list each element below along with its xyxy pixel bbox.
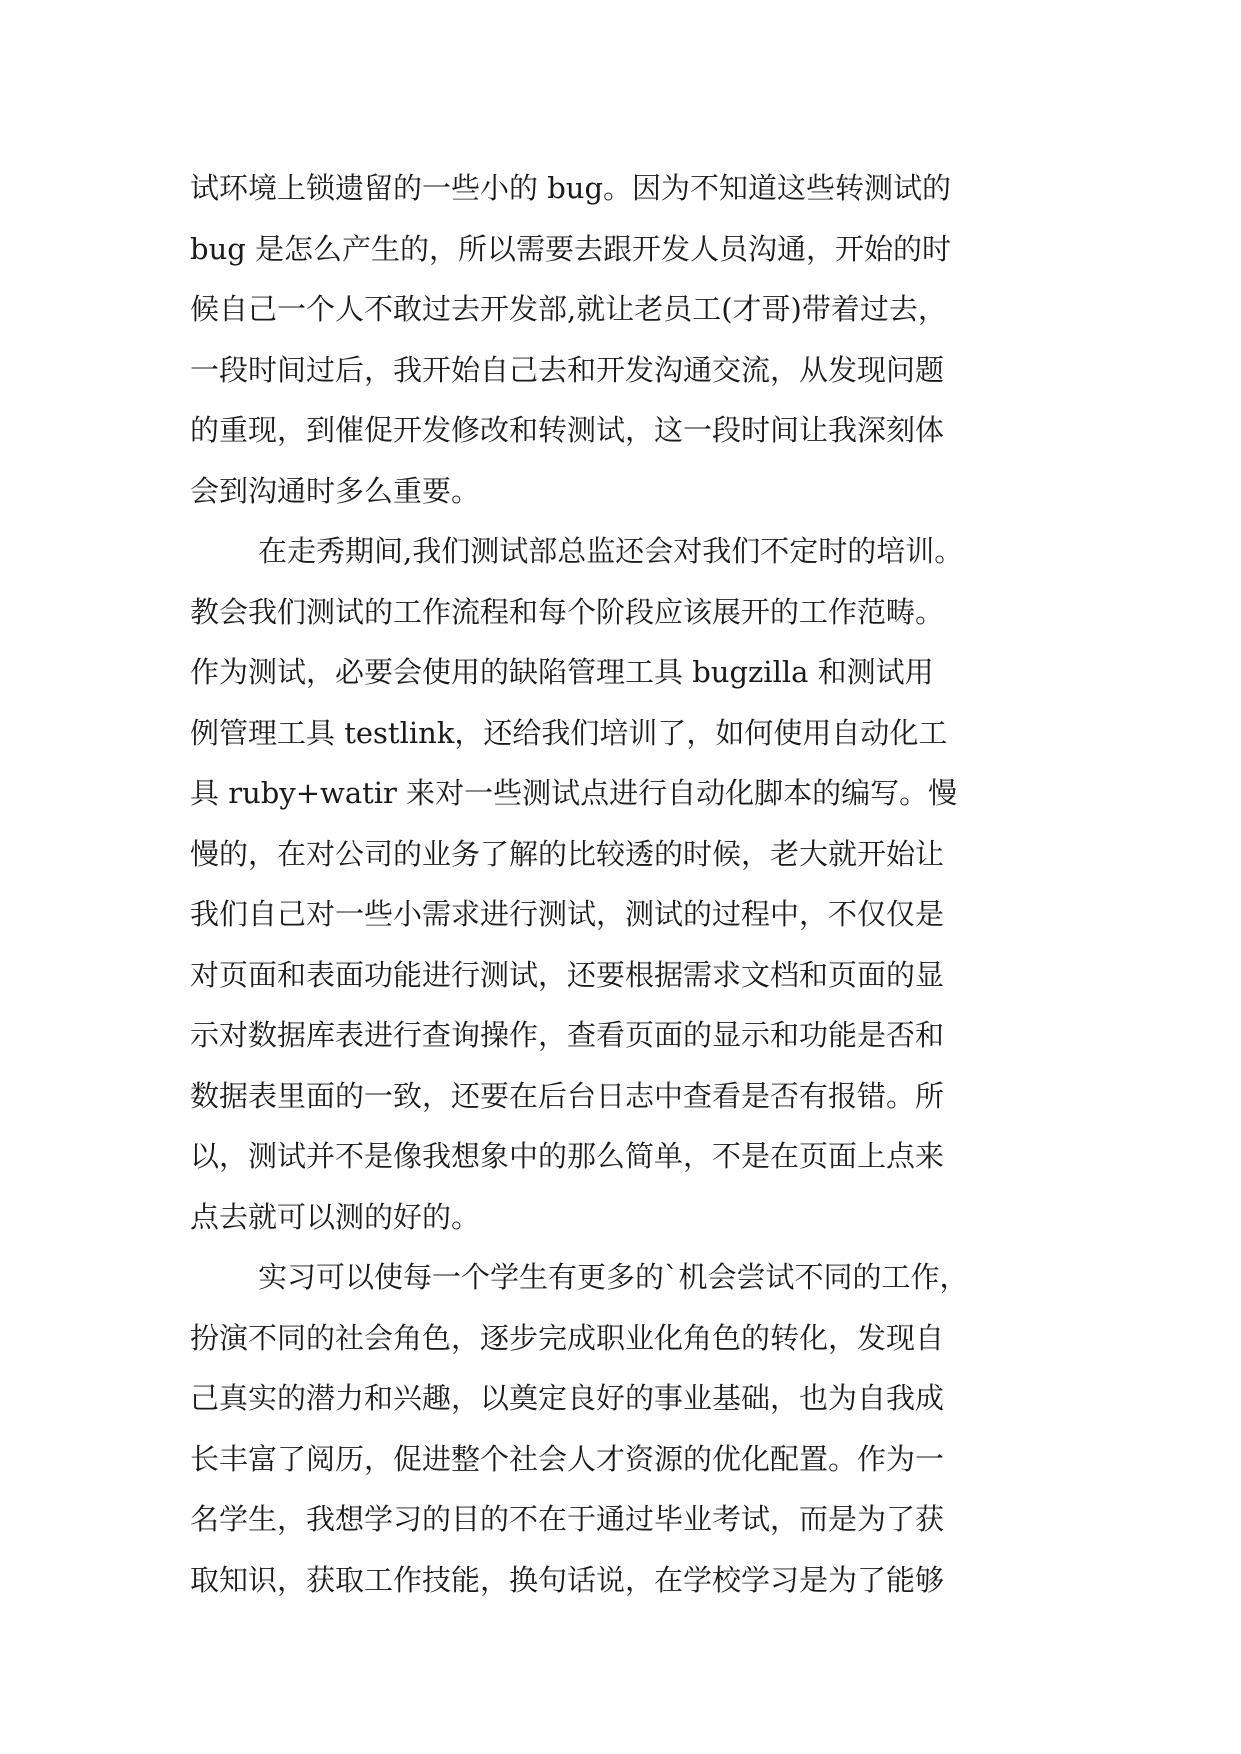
text-line: 一段时间过后，我开始自己去和开发沟通交流，从发现问题	[190, 352, 945, 387]
text-line: 己真实的潜力和兴趣，以奠定良好的事业基础，也为自我成	[190, 1381, 945, 1415]
text-line: 名学生，我想学习的目的不在于通过毕业考试，而是为了获	[190, 1502, 945, 1536]
text-line: 候自己一个人不敢过去开发部,就让老员工(才哥)带着过去，	[190, 292, 947, 326]
text-line: 数据表里面的一致，还要在后台日志中查看是否有报错。所	[190, 1078, 945, 1113]
text-line: 对页面和表面功能进行测试，还要根据需求文档和页面的显	[190, 957, 945, 992]
text-line: 我们自己对一些小需求进行测试，测试的过程中，不仅仅是	[190, 897, 945, 931]
text-line: 会到沟通时多么重要。	[190, 473, 481, 508]
paragraph-1	[190, 158, 1070, 521]
text-line: 例管理工具 testlink，还给我们培训了，如何使用自动化工	[190, 715, 948, 750]
text-line: 示对数据库表进行查询操作，查看页面的显示和功能是否和	[190, 1018, 945, 1052]
paragraph-3	[190, 1247, 1070, 1610]
text-line: 取知识，获取工作技能，换句话说，在学校学习是为了能够	[190, 1562, 945, 1597]
text-line: 实习可以使每一个学生有更多的`机会尝试不同的工作，	[258, 1260, 969, 1294]
text-line: 点去就可以测的好的。	[190, 1199, 481, 1234]
text-line: 扮演不同的社会角色，逐步完成职业化角色的转化，发现自	[190, 1320, 945, 1355]
text-line: 以，测试并不是像我想象中的那么简单，不是在页面上点来	[190, 1139, 945, 1173]
text-line: 慢的，在对公司的业务了解的比较透的时候，老大就开始让	[190, 836, 945, 871]
text-line: 作为测试，必要会使用的缺陷管理工具 bugzilla 和测试用	[190, 655, 934, 689]
text-line: 试环境上锁遗留的一些小的 bug。因为不知道这些转测试的	[190, 171, 952, 205]
text-line: 在走秀期间,我们测试部总监还会对我们不定时的培训。	[258, 534, 964, 568]
text-line: 教会我们测试的工作流程和每个阶段应该展开的工作范畴。	[190, 594, 945, 629]
text-line: bug 是怎么产生的，所以需要去跟开发人员沟通，开始的时	[190, 231, 952, 266]
body-text	[190, 158, 1070, 1610]
text-line: 具 ruby+watir 来对一些测试点进行自动化脚本的编写。慢	[190, 776, 958, 810]
text-line: 的重现，到催促开发修改和转测试，这一段时间让我深刻体	[190, 413, 945, 447]
paragraph-2	[190, 521, 1070, 1247]
text-line: 长丰富了阅历，促进整个社会人才资源的优化配置。作为一	[190, 1441, 945, 1476]
